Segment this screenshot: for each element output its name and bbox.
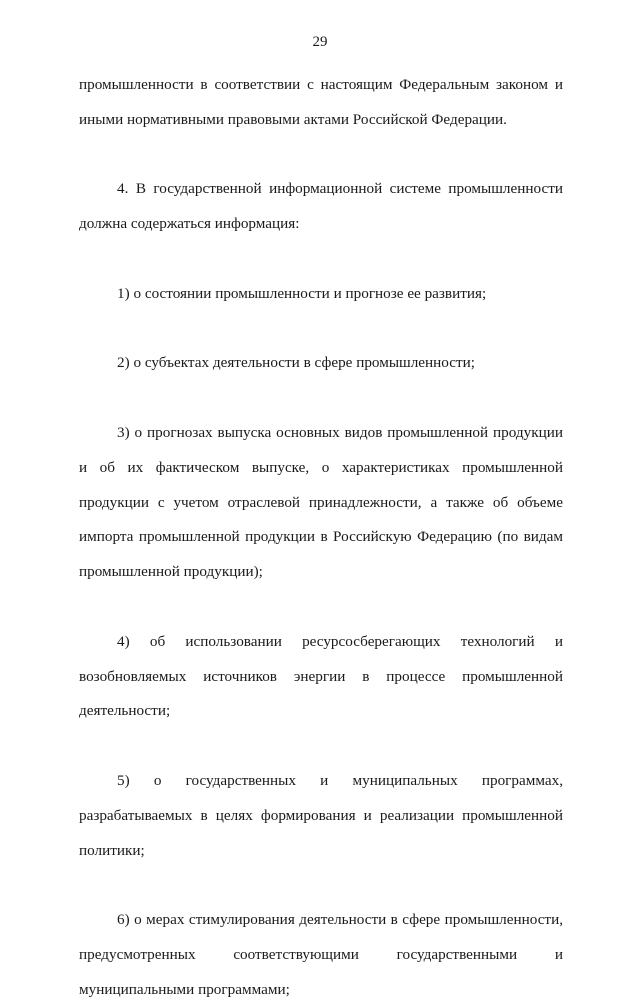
list-item-4: 4) об использовании ресурсосберегающих технологий и возобновляемых источников энергии в процессе промышленной деятельности; (79, 632, 563, 720)
list-item-5: 5) о государственных и муниципальных программах, разрабатываемых в целях формирования и реализации промышленной политики; (79, 771, 563, 859)
paragraph-section-4: 4. В государственной информационной системе промышленности должна содержаться информация: (79, 180, 563, 233)
list-item-3: 3) о прогнозах выпуска основных видов промышленной продукции и об их фактическом выпуске, о характеристиках промышленной продукции с учетом отраслевой принадлежности, а также об объеме импорта промышленной продукции в Российскую Федерацию (по видам промышленной продукции); (79, 423, 563, 581)
paragraph-continuation: промышленности в соответствии с настоящим Федеральным законом и иными нормативными правовыми актами Российской Федерации. (79, 76, 563, 128)
document-body (79, 68, 563, 1008)
list-item-2: 2) о субъектах деятельности в сфере промышленности; (117, 354, 476, 372)
page-number: 29 (312, 34, 328, 50)
list-item-6: 6) о мерах стимулирования деятельности в сфере промышленности, предусмотренных соответствующими государственными и муниципальными программами; (79, 911, 563, 998)
list-item-1: 1) о состоянии промышленности и прогнозе ее развития; (117, 284, 487, 302)
